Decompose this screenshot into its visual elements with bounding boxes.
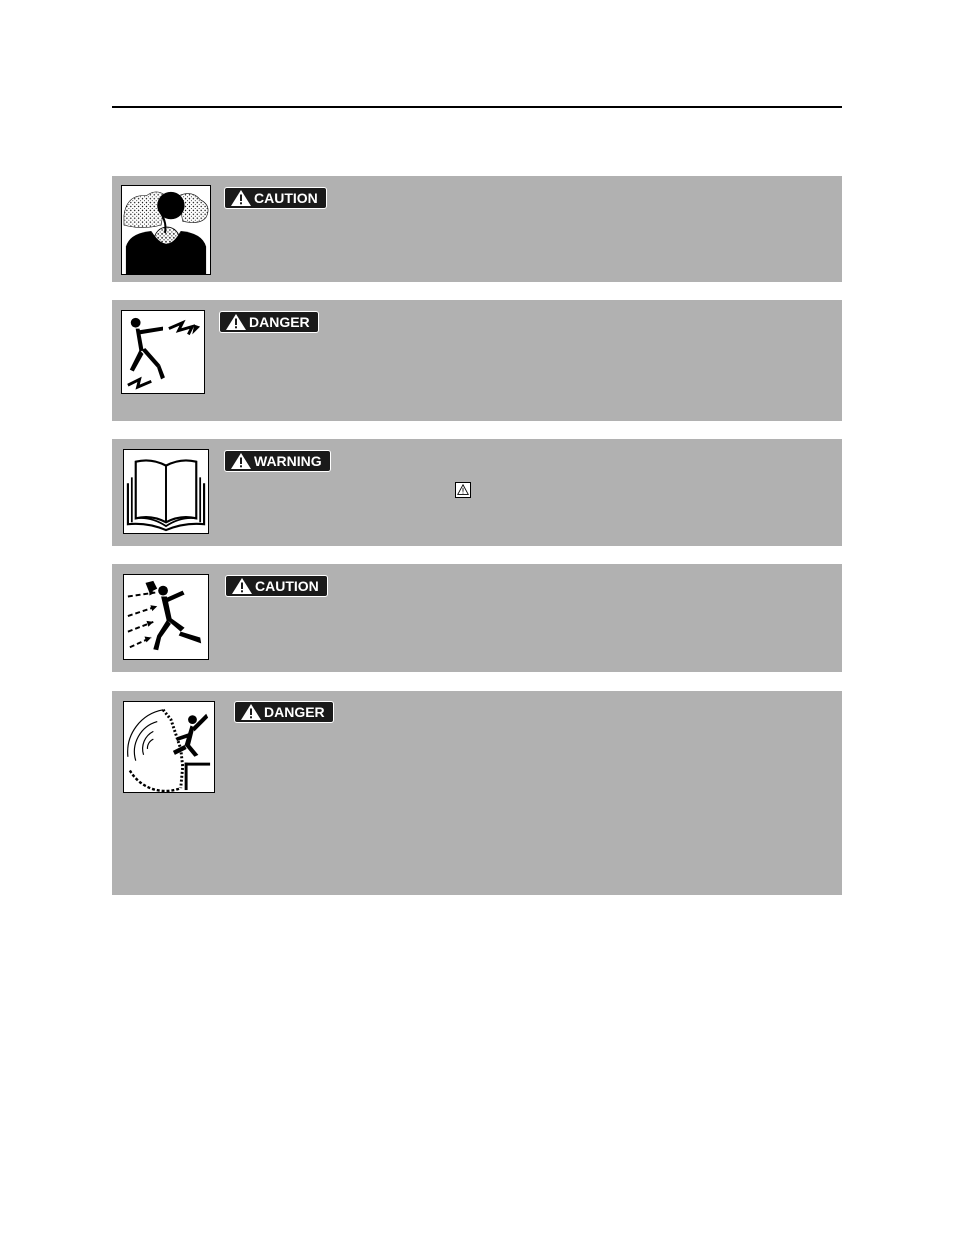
signal-word: DANGER [264,704,325,720]
warning-triangle-icon [232,578,252,594]
warning-triangle-icon [241,704,261,720]
signal-word-badge [224,187,327,209]
safety-panel-caution-fumes [112,176,842,282]
signal-word-badge [224,450,331,472]
signal-word-badge [234,701,334,723]
signal-word: WARNING [254,453,322,469]
safety-panel-caution-debris [112,564,842,672]
rotating-teeth-icon [123,701,215,793]
warning-triangle-icon [231,190,251,206]
read-manual-icon [123,449,209,534]
alert-symbol-icon [455,482,471,498]
electrocution-icon [121,310,205,394]
signal-word-badge [225,575,328,597]
warning-triangle-icon [231,453,251,469]
signal-word-badge [219,311,319,333]
safety-panel-danger-rotating [112,691,842,895]
signal-word: CAUTION [255,578,319,594]
warning-triangle-icon [226,314,246,330]
signal-word: DANGER [249,314,310,330]
flying-debris-icon [123,574,209,660]
signal-word: CAUTION [254,190,318,206]
toxic-fumes-icon [121,185,211,275]
header-rule [112,106,842,108]
safety-panel-warning-manual [112,439,842,546]
